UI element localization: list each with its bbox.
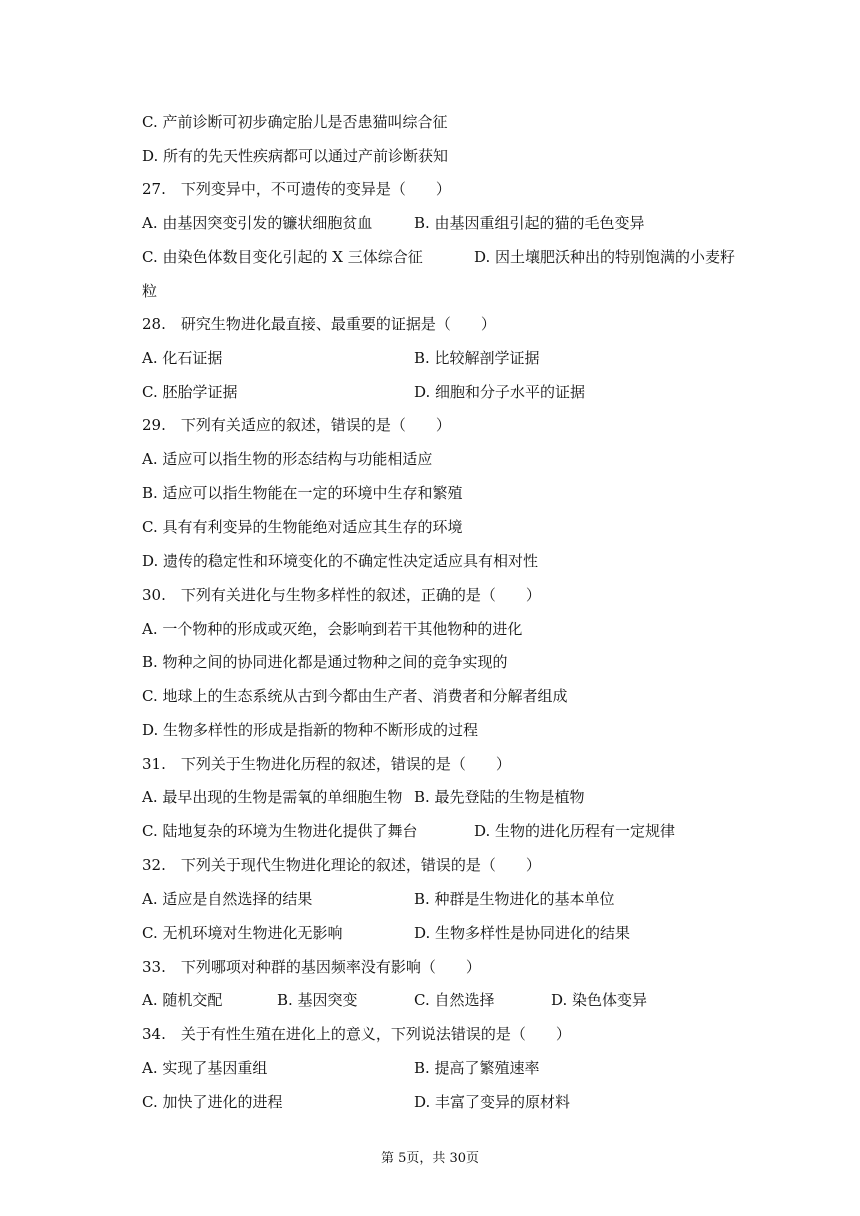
question-34-option-a: A. 实现了基因重组 — [142, 1059, 268, 1077]
question-34-option-b: B. 提高了繁殖速率 — [414, 1059, 540, 1077]
prev-option-d: D. 所有的先天性疾病都可以通过产前诊断获知 — [142, 147, 449, 165]
question-30-option-b: B. 物种之间的协同进化都是通过物种之间的竞争实现的 — [142, 653, 508, 671]
question-31-option-b: B. 最先登陆的生物是植物 — [414, 788, 585, 806]
question-27-option-b: B. 由基因重组引起的猫的毛色变异 — [414, 214, 645, 232]
question-33-stem: 33. 下列哪项对种群的基因频率没有影响（ ） — [142, 958, 481, 976]
question-29-option-c: C. 具有有利变异的生物能绝对适应其生存的环境 — [142, 518, 463, 536]
question-33-option-b: B. 基因突变 — [277, 991, 358, 1009]
question-32-option-d: D. 生物多样性是协同进化的结果 — [414, 924, 631, 942]
question-27-option-c: C. 由染色体数目变化引起的 X 三体综合征 — [142, 248, 423, 266]
question-29-option-d: D. 遗传的稳定性和环境变化的不确定性决定适应具有相对性 — [142, 552, 539, 570]
prev-option-c: C. 产前诊断可初步确定胎儿是否患猫叫综合征 — [142, 113, 448, 131]
question-27-stem: 27. 下列变异中，不可遗传的变异是（ ） — [142, 180, 451, 198]
question-33-option-a: A. 随机交配 — [142, 991, 223, 1009]
question-33-option-d: D. 染色体变异 — [551, 991, 648, 1009]
question-30-option-d: D. 生物多样性的形成是指新的物种不断形成的过程 — [142, 721, 479, 739]
question-28-option-c: C. 胚胎学证据 — [142, 383, 238, 401]
question-27-option-a: A. 由基因突变引发的镰状细胞贫血 — [142, 214, 373, 232]
question-32-option-a: A. 适应是自然选择的结果 — [142, 890, 313, 908]
question-29-option-b: B. 适应可以指生物能在一定的环境中生存和繁殖 — [142, 484, 463, 502]
question-31-option-a: A. 最早出现的生物是需氧的单细胞生物 — [142, 788, 403, 806]
question-30-option-a: A. 一个物种的形成或灭绝，会影响到若干其他物种的进化 — [142, 620, 523, 638]
question-31-option-d: D. 生物的进化历程有一定规律 — [474, 822, 676, 840]
question-32-stem: 32. 下列关于现代生物进化理论的叙述，错误的是（ ） — [142, 856, 541, 874]
question-32-option-c: C. 无机环境对生物进化无影响 — [142, 924, 343, 942]
question-29-option-a: A. 适应可以指生物的形态结构与功能相适应 — [142, 450, 433, 468]
question-30-option-c: C. 地球上的生态系统从古到今都由生产者、消费者和分解者组成 — [142, 687, 568, 705]
question-34-stem: 34. 关于有性生殖在进化上的意义，下列说法错误的是（ ） — [142, 1025, 571, 1043]
question-28-stem: 28. 研究生物进化最直接、最重要的证据是（ ） — [142, 315, 496, 333]
question-33-option-c: C. 自然选择 — [414, 991, 495, 1009]
page-footer: 第 5页，共 30页 — [380, 1151, 480, 1166]
question-27-option-d-wrap: 粒 — [142, 282, 158, 300]
question-29-stem: 29. 下列有关适应的叙述，错误的是（ ） — [142, 416, 451, 434]
question-31-stem: 31. 下列关于生物进化历程的叙述，错误的是（ ） — [142, 755, 511, 773]
question-27-option-d: D. 因土壤肥沃种出的特别饱满的小麦籽 — [474, 248, 736, 266]
question-32-option-b: B. 种群是生物进化的基本单位 — [414, 890, 615, 908]
question-28-option-a: A. 化石证据 — [142, 349, 223, 367]
question-34-option-d: D. 丰富了变异的原材料 — [414, 1093, 571, 1111]
question-28-option-b: B. 比较解剖学证据 — [414, 349, 540, 367]
question-28-option-d: D. 细胞和分子水平的证据 — [414, 383, 586, 401]
question-34-option-c: C. 加快了进化的进程 — [142, 1093, 283, 1111]
question-31-option-c: C. 陆地复杂的环境为生物进化提供了舞台 — [142, 822, 418, 840]
question-30-stem: 30. 下列有关进化与生物多样性的叙述，正确的是（ ） — [142, 586, 541, 604]
